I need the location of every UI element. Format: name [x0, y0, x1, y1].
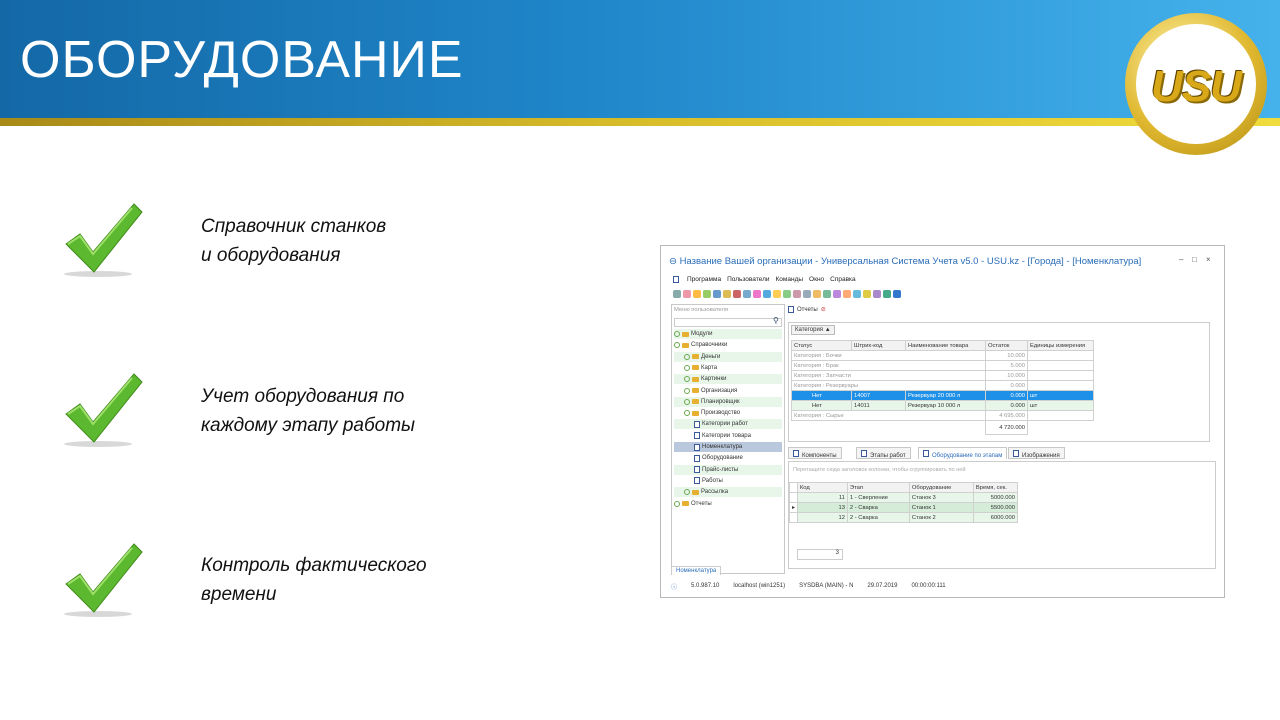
table-row[interactable] — [792, 361, 1094, 371]
toolbar-icon[interactable] — [813, 290, 821, 298]
table-cell: 14007 — [852, 391, 906, 401]
table-row[interactable] — [790, 503, 1018, 513]
feature-line: времени — [201, 584, 277, 605]
table-cell: Нет — [792, 391, 852, 401]
status-bar — [671, 580, 1216, 592]
folder-icon — [692, 399, 699, 404]
row-count: 3 — [797, 549, 843, 560]
row-indicator — [790, 483, 798, 493]
cancel-icon[interactable]: ⊘ — [820, 307, 826, 313]
column-header[interactable]: Этап — [847, 483, 909, 493]
table-cell: 13 — [797, 503, 847, 513]
menu-item[interactable]: Справка — [830, 276, 856, 283]
toolbar-icon[interactable] — [883, 290, 891, 298]
expand-icon[interactable] — [684, 354, 690, 360]
tab-icon — [793, 450, 799, 457]
folder-icon — [692, 365, 699, 370]
tree-item-label: Планировщик — [701, 398, 740, 405]
info-icon[interactable] — [893, 290, 901, 298]
group-row-label: Категория : Бочки — [792, 351, 986, 361]
window-tab-nomenclature[interactable]: Номенклатура — [671, 566, 721, 575]
feature-line: Контроль фактического — [201, 555, 427, 576]
group-row-label: Категория : Запчасти — [792, 371, 986, 381]
tab-label: Этапы работ — [870, 453, 906, 459]
tree-item-label: Оборудование — [702, 455, 743, 462]
folder-icon — [682, 501, 689, 506]
toolbar-icon[interactable] — [683, 290, 691, 298]
user-menu-header: Меню пользователя — [674, 307, 728, 313]
table-cell: 12 — [797, 513, 847, 523]
tree-item-label: Категории работ — [702, 421, 748, 428]
table-cell: шт — [1028, 401, 1094, 411]
toolbar-icon[interactable] — [763, 290, 771, 298]
tree-item-label: Прайс-листы — [702, 466, 739, 473]
tree-item-label: Организация — [701, 387, 738, 394]
group-row-label: Категория : Резервуары — [792, 381, 986, 391]
menu-item[interactable]: Окно — [809, 276, 825, 283]
table-row[interactable] — [790, 493, 1018, 503]
app-icon: ⊖ — [669, 256, 680, 267]
menu-bar — [673, 276, 856, 286]
tree-item-label: Отчеты — [691, 500, 712, 507]
tree-search-input[interactable] — [674, 318, 782, 327]
close-icon[interactable]: × — [1206, 255, 1211, 264]
group-row-value: 0.000 — [986, 381, 1028, 391]
toolbar-icon[interactable] — [873, 290, 881, 298]
feature-line: Справочник станков — [201, 216, 387, 237]
status-date: 29.07.2019 — [867, 583, 898, 589]
minimize-icon[interactable]: – — [1179, 255, 1184, 264]
feature-time-control — [201, 551, 427, 609]
table-cell: 0.000 — [986, 401, 1028, 411]
toolbar-icon[interactable] — [753, 290, 761, 298]
expand-icon[interactable] — [674, 342, 680, 348]
toolbar-icon[interactable] — [803, 290, 811, 298]
table-cell: Станок 3 — [909, 493, 973, 503]
toolbar-icon[interactable] — [833, 290, 841, 298]
feature-line: каждому этапу работы — [201, 415, 416, 436]
tree-item[interactable] — [674, 442, 782, 452]
table-cell: 2 - Сварка — [847, 503, 909, 513]
table-header-row — [792, 341, 1094, 351]
document-icon — [694, 432, 700, 439]
document-icon — [694, 444, 700, 451]
expand-icon[interactable] — [684, 489, 690, 495]
tree-item[interactable] — [674, 465, 782, 475]
expand-icon[interactable] — [674, 501, 680, 507]
tab-item[interactable] — [856, 447, 911, 459]
status-timer: 00:00:00:111 — [911, 583, 946, 589]
table-cell: 5500.000 — [973, 503, 1017, 513]
tab-label: Компоненты — [802, 453, 837, 459]
menu-item[interactable]: Программа — [687, 276, 722, 283]
group-row-value: 4 695.000 — [986, 411, 1028, 421]
tree-item-label: Производство — [701, 410, 741, 417]
tab-icon — [1013, 450, 1019, 457]
table-cell: Станок 2 — [909, 513, 973, 523]
search-icon[interactable]: ⚲ — [773, 316, 779, 325]
expand-icon[interactable] — [674, 331, 680, 337]
window-title-text: Название Вашей организации - Универсальная Система Учета v5.0 - USU.kz - [Города] - [Номенклатура] — [679, 256, 1142, 267]
app-window — [660, 245, 1225, 598]
feature-stage-accounting — [201, 382, 415, 440]
tree-item-label: Карта — [701, 364, 718, 371]
document-icon — [694, 455, 700, 462]
app-menu-icon[interactable] — [673, 276, 679, 283]
table-cell: шт — [1028, 391, 1094, 401]
folder-icon — [682, 343, 689, 348]
toolbar — [673, 290, 901, 300]
empty-cell — [1028, 381, 1094, 391]
toolbar-icon[interactable] — [863, 290, 871, 298]
tab-label: Оборудование по этапам — [932, 453, 1003, 459]
document-icon — [694, 477, 700, 484]
user-menu-panel — [671, 304, 785, 574]
maximize-icon[interactable]: □ — [1192, 255, 1197, 264]
document-icon — [694, 466, 700, 473]
tree-item[interactable] — [674, 408, 782, 418]
checkmark-icon — [58, 540, 148, 620]
folder-icon — [692, 354, 699, 359]
tree-item[interactable] — [674, 419, 782, 429]
column-header[interactable]: Наименование товара — [906, 341, 986, 351]
tree-item-label: Модули — [691, 331, 713, 337]
tree-item[interactable] — [674, 363, 782, 373]
table-header-row — [790, 483, 1018, 493]
toolbar-icon[interactable] — [773, 290, 781, 298]
toolbar-icon[interactable] — [783, 290, 791, 298]
toolbar-icon[interactable] — [793, 290, 801, 298]
tab-item[interactable] — [788, 447, 842, 459]
toolbar-icon[interactable] — [743, 290, 751, 298]
slide-title: ОБОРУДОВАНИЕ — [20, 31, 464, 89]
logo-inner — [1136, 24, 1256, 144]
tree-item[interactable] — [674, 453, 782, 463]
table-cell: 0.000 — [986, 391, 1028, 401]
expand-icon[interactable] — [684, 399, 690, 405]
tree-item[interactable] — [674, 476, 782, 486]
folder-icon — [692, 411, 699, 416]
tree-item-label: Деньги — [701, 353, 721, 360]
expand-icon[interactable] — [684, 410, 690, 416]
column-header[interactable]: Время, сек. — [973, 483, 1017, 493]
table-row[interactable] — [792, 411, 1094, 421]
tree-item[interactable] — [674, 340, 782, 350]
folder-icon — [682, 332, 689, 337]
row-indicator — [790, 493, 798, 503]
tree-item[interactable] — [674, 329, 782, 339]
expand-icon[interactable] — [684, 365, 690, 371]
reports-icon — [788, 306, 794, 313]
tree-item-label: Работы — [702, 477, 723, 484]
tree-item[interactable] — [674, 352, 782, 362]
table-row[interactable] — [792, 401, 1094, 411]
status-version: 5.0.987.10 — [691, 583, 720, 589]
checkmark-icon — [58, 370, 148, 450]
info-icon: ⓘ — [671, 584, 678, 591]
total-row — [792, 421, 1094, 435]
reports-button[interactable] — [788, 306, 826, 313]
toolbar-icon[interactable] — [713, 290, 721, 298]
expand-icon[interactable] — [684, 388, 690, 394]
table-cell: Резервуар 10 000 л — [906, 401, 986, 411]
empty-cell — [1028, 361, 1094, 371]
row-indicator — [790, 513, 798, 523]
nomenclature-grid — [788, 322, 1210, 442]
tree-item-label: Справочники — [691, 342, 728, 349]
empty-cell — [792, 421, 986, 435]
toolbar-icon[interactable] — [703, 290, 711, 298]
group-row-value: 10.000 — [986, 371, 1028, 381]
column-header[interactable]: Единицы измерения — [1028, 341, 1094, 351]
group-hint: Перетащите сюда заголовок колонки, чтобы сгруппировать по ней — [793, 467, 966, 473]
logo-text: USU — [1151, 62, 1241, 111]
tab-icon — [861, 450, 867, 457]
empty-cell — [1028, 351, 1094, 361]
toolbar-icon[interactable] — [853, 290, 861, 298]
table-cell: 5000.000 — [973, 493, 1017, 503]
table-cell: Нет — [792, 401, 852, 411]
table-cell: Станок 1 — [909, 503, 973, 513]
group-row-label: Категория : Сырье — [792, 411, 986, 421]
group-label: Категория — [795, 327, 824, 333]
toolbar-icon[interactable] — [723, 290, 731, 298]
column-header[interactable]: Статус — [792, 341, 852, 351]
table-row[interactable] — [792, 351, 1094, 361]
tree-item[interactable] — [674, 374, 782, 384]
menu-item[interactable]: Команды — [775, 276, 804, 283]
table-cell: 14011 — [852, 401, 906, 411]
tree-item-label: Номенклатура — [702, 444, 743, 450]
toolbar-icon[interactable] — [693, 290, 701, 298]
expand-icon[interactable] — [684, 376, 690, 382]
table-row[interactable] — [792, 391, 1094, 401]
table-cell: Резервуар 20 000 л — [906, 391, 986, 401]
column-header[interactable]: Штрих-код — [852, 341, 906, 351]
tab-item[interactable] — [1008, 447, 1065, 459]
document-icon — [694, 421, 700, 428]
folder-icon — [692, 377, 699, 382]
tree-item[interactable] — [674, 386, 782, 396]
toolbar-icon[interactable] — [823, 290, 831, 298]
reports-label: Отчеты — [797, 306, 818, 313]
total-value: 4 720.000 — [986, 421, 1028, 435]
tree-item-label: Картинки — [701, 376, 727, 383]
table-cell: 11 — [797, 493, 847, 503]
tree-item[interactable] — [674, 487, 782, 497]
row-indicator: ▸ — [790, 503, 798, 513]
table-row[interactable] — [790, 513, 1018, 523]
empty-cell — [1028, 411, 1094, 421]
toolbar-icon[interactable] — [673, 290, 681, 298]
status-user: SYSDBA (MAIN) - N — [799, 583, 854, 589]
menu-item[interactable]: Пользователи — [727, 276, 770, 283]
tree-item[interactable] — [674, 397, 782, 407]
table-cell: 1 - Сверление — [847, 493, 909, 503]
tab-label: Изображения — [1022, 453, 1060, 459]
empty-cell — [1028, 371, 1094, 381]
column-header[interactable]: Остаток — [986, 341, 1028, 351]
folder-icon — [692, 490, 699, 495]
column-header[interactable]: Оборудование — [909, 483, 973, 493]
table-cell: 2 - Сварка — [847, 513, 909, 523]
status-server: localhost (win1251) — [733, 583, 786, 589]
feature-equipment-directory — [201, 212, 386, 270]
folder-icon — [692, 388, 699, 393]
table-cell: 6000.000 — [973, 513, 1017, 523]
checkmark-icon — [58, 200, 148, 280]
tab-item[interactable] — [918, 447, 1007, 459]
group-by-category[interactable]: Категория ▲ — [791, 325, 835, 335]
header-stripe — [0, 118, 1280, 126]
window-title — [669, 256, 1141, 267]
main-area — [788, 304, 1216, 574]
feature-line: и оборудования — [201, 245, 341, 266]
feature-line: Учет оборудования по — [201, 386, 405, 407]
group-row-label: Категория : Брак — [792, 361, 986, 371]
table-row[interactable] — [792, 371, 1094, 381]
group-row-value: 10.000 — [986, 351, 1028, 361]
tree-item[interactable] — [674, 499, 782, 509]
group-row-value: 5.000 — [986, 361, 1028, 371]
tree-item-label: Рассылка — [701, 489, 729, 496]
tree-item-label: Категории товара — [702, 432, 751, 439]
tree-item[interactable] — [674, 431, 782, 441]
toolbar-icon[interactable] — [733, 290, 741, 298]
column-header[interactable]: Код — [797, 483, 847, 493]
table-row[interactable] — [792, 381, 1094, 391]
detail-panel — [788, 461, 1216, 569]
top-grid-table — [791, 340, 1094, 435]
detail-tabs — [788, 446, 1216, 460]
tab-icon — [923, 450, 929, 457]
equipment-stage-table — [789, 482, 1018, 523]
usu-logo — [1125, 13, 1267, 155]
toolbar-icon[interactable] — [843, 290, 851, 298]
